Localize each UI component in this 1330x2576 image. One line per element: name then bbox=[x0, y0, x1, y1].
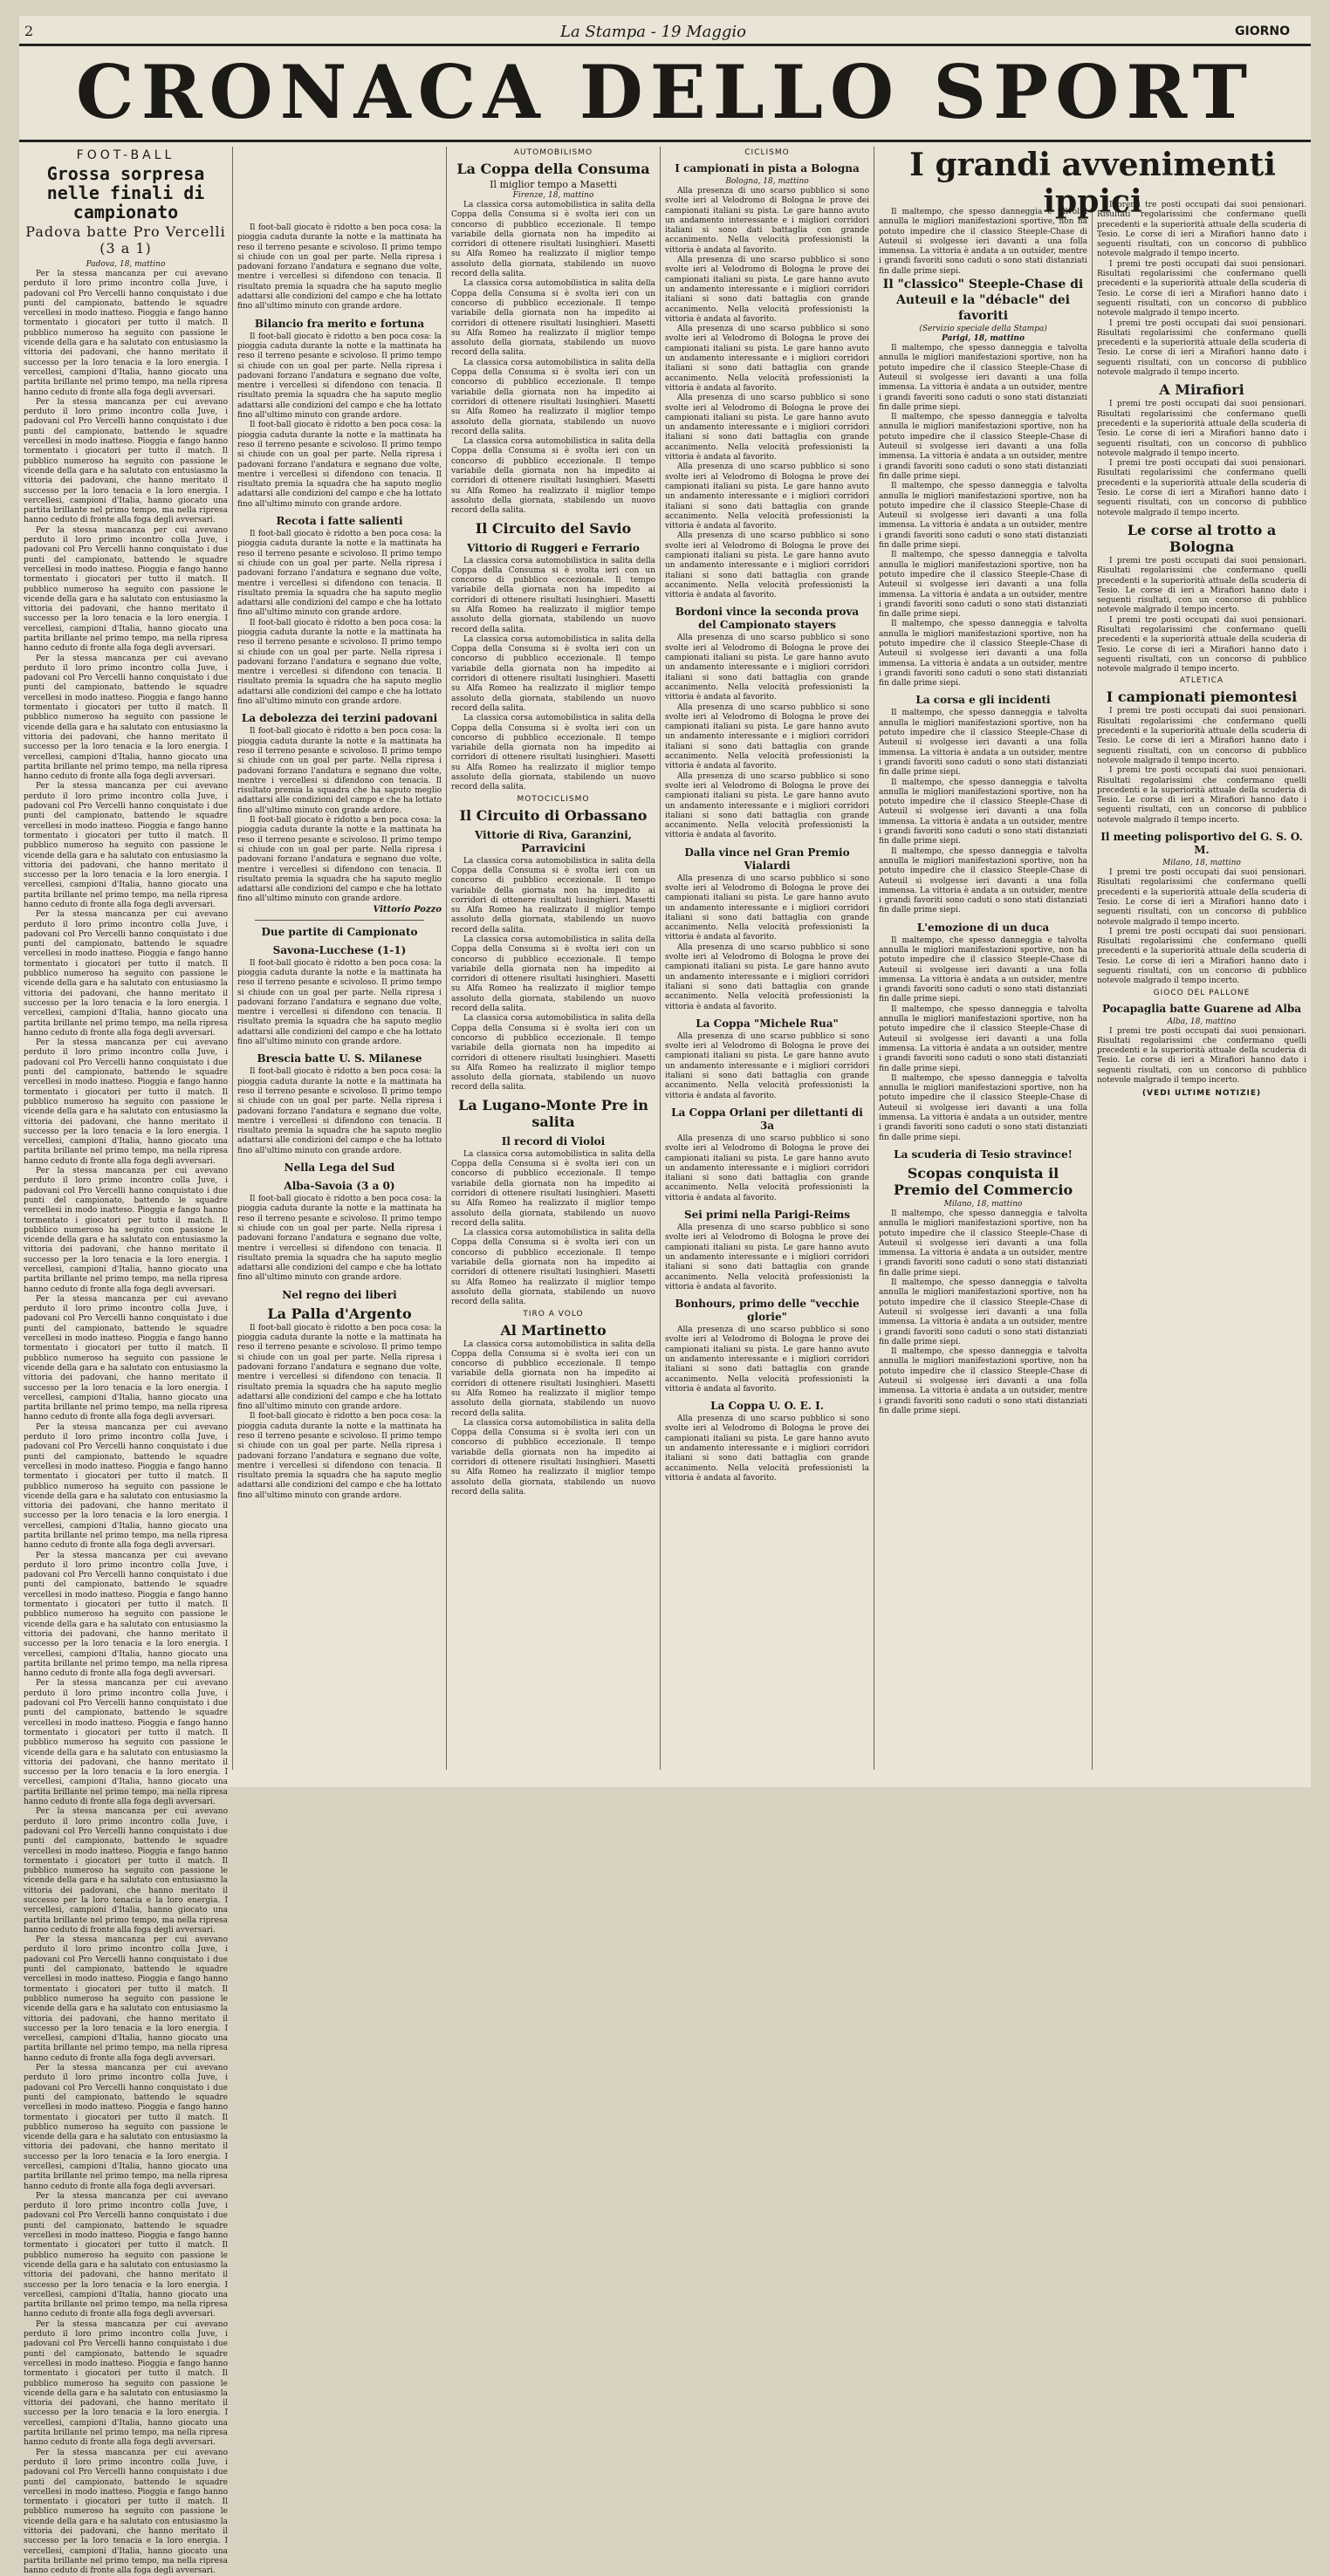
article-body: Alla presenza di uno scarso pubblico si sono svolte ieri al Velodromo di Bologna le prove dei campionati italiani su pista. Le gare hanno avuto un andamento interessante e i migliori corridori italiani si sono dati battaglia con grande accanimento. Nella velocità professionisti la vittoria è andata al favorito. bbox=[665, 1031, 869, 1100]
article-body: Il maltempo, che spesso danneggia e talvolta annulla le migliori manifestazioni sportive, non ha potuto impedire che il classico Steeple-Chase di Auteuil si svolgesse ieri davanti a una folla immensa. La vittoria è andata a un outsider, mentre i grandi favoriti sono caduti o sono stati distanziati fin dalle prime siepi. bbox=[879, 551, 1087, 620]
article-body: I premi tre posti occupati dai suoi pensionari. Risultati regolarissimi che confermano quelli precedenti e la superiorità attuale della scuderia di Tesio. Le corse di ieri a Mirafiori hanno dato i seguenti risultati, con un concorso di pubblico notevole malgrado il tempo incerto. bbox=[1097, 400, 1306, 458]
article-headline: Pocapaglia batte Guarene ad Alba bbox=[1101, 1002, 1302, 1015]
article-body: Alla presenza di uno scarso pubblico si sono svolte ieri al Velodromo di Bologna le prove dei campionati italiani su pista. Le gare hanno avuto un andamento interessante e i migliori corridori italiani si sono dati battaglia con grande accanimento. Nella velocità professionisti la vittoria è andata al favorito. bbox=[665, 771, 869, 840]
article-body: La classica corsa automobilistica in salita della Coppa della Consuma si è svolta ieri con un concorso di pubblico eccezionale. Il tempo variabile della giornata non ha impedito ai corridori di ottenere risultati lusinghieri. Masetti su Alfa Romeo ha realizzato il miglior tempo assoluto della giornata, stabilendo un nuovo record della salita. bbox=[451, 1339, 655, 1418]
article-dateline: Alba, 18, mattino bbox=[1167, 1017, 1237, 1026]
article-byline: Vittorio Pozzo bbox=[373, 904, 442, 915]
article-headline: Bordoni vince la seconda prova del Campionato stayers bbox=[675, 606, 860, 632]
article-headline: La Coppa Orlani per dilettanti di 3a bbox=[671, 1106, 863, 1132]
section-heading: La corsa e gli incidenti bbox=[915, 694, 1051, 707]
section-kicker: GIOCO DEL PALLONE bbox=[1153, 988, 1251, 997]
article-body-cont: Per la stessa mancanza per cui avevano perduto il loro primo incontro colla Juve, i padovani col Pro Vercelli hanno conquistato i due punti del campionato, battendo le squadre vercellesi in modo inatteso. Pioggia e fango hanno tormentato i giocatori per tutto il match. Il pubblico numeroso ha seguito con passione le vicende della gara e ha salutato con entusiasmo la vittoria dei padovani, che hanno meritato il successo per la loro tenacia e la loro energia. I vercellesi, campioni d'Italia, hanno giocato una partita brillante nel primo tempo, ma nella ripresa hanno ceduto di fronte alla foga degli avversari. bbox=[24, 654, 228, 782]
divider bbox=[255, 920, 424, 921]
article-body: Il foot-ball giocato è ridotto a ben poca cosa: la pioggia caduta durante la notte e la mattinata ha reso il terreno pesante e scivoloso. Il primo tempo si chiude con un goal per parte. Nella ripresa i padovani forzano l'andatura e segnano due volte, mentre i vercellesi si difendono con tenacia. Il risultato premia la squadra che ha saputo meglio adattarsi alle condizioni del campo e che ha lottato fino all'ultimo minuto con grande ardore. bbox=[237, 1067, 442, 1155]
column-results bbox=[1093, 147, 1311, 1770]
article-body: Il foot-ball giocato è ridotto a ben poca cosa: la pioggia caduta durante la notte e la mattinata ha reso il terreno pesante e scivoloso. Il primo tempo si chiude con un goal per parte. Nella ripresa i padovani forzano l'andatura e segnano due volte, mentre i vercellesi si difendono con tenacia. Il risultato premia la squadra che ha saputo meglio adattarsi alle condizioni del campo e che ha lottato fino all'ultimo minuto con grande ardore. bbox=[237, 618, 442, 707]
article-body: La classica corsa automobilistica in salita della Coppa della Consuma si è svolta ieri con un concorso di pubblico eccezionale. Il tempo variabile della giornata non ha impedito ai corridori di ottenere risultati lusinghieri. Masetti su Alfa Romeo ha realizzato il miglior tempo assoluto della giornata, stabilendo un nuovo record della salita. bbox=[451, 1229, 655, 1307]
article-body-cont: Per la stessa mancanza per cui avevano perduto il loro primo incontro colla Juve, i padovani col Pro Vercelli hanno conquistato i due punti del campionato, battendo le squadre vercellesi in modo inatteso. Pioggia e fango hanno tormentato i giocatori per tutto il match. Il pubblico numeroso ha seguito con passione le vicende della gara e ha salutato con entusiasmo la vittoria dei padovani, che hanno meritato il successo per la loro tenacia e la loro energia. I vercellesi, campioni d'Italia, hanno giocato una partita brillante nel primo tempo, ma nella ripresa hanno ceduto di fronte alla foga degli avversari. bbox=[24, 2064, 228, 2191]
article-body: I premi tre posti occupati dai suoi pensionari. Risultati regolarissimi che confermano quelli precedenti e la superiorità attuale della scuderia di Tesio. Le corse di ieri a Mirafiori hanno dato i seguenti risultati, con un concorso di pubblico notevole malgrado il tempo incerto. bbox=[1097, 615, 1306, 675]
article-headline: Il Circuito di Orbassano bbox=[459, 806, 648, 824]
column-motorsport bbox=[447, 147, 661, 1770]
article-subhead: Vittorie di Riva, Garanzini, Parravicini bbox=[475, 828, 632, 854]
article-body: Il maltempo, che spesso danneggia e talvolta annulla le migliori manifestazioni sportive, non ha potuto impedire che il classico Steeple-Chase di Auteuil si svolgesse ieri davanti a una folla immensa. La vittoria è andata a un outsider, mentre i grandi favoriti sono caduti o sono stati distanziati fin dalle prime siepi. bbox=[879, 620, 1087, 689]
section-heading: Bilancio fra merito e fortuna bbox=[254, 317, 425, 330]
article-body-cont: Per la stessa mancanza per cui avevano perduto il loro primo incontro colla Juve, i padovani col Pro Vercelli hanno conquistato i due punti del campionato, battendo le squadre vercellesi in modo inatteso. Pioggia e fango hanno tormentato i giocatori per tutto il match. Il pubblico numeroso ha seguito con passione le vicende della gara e ha salutato con entusiasmo la vittoria dei padovani, che hanno meritato il successo per la loro tenacia e la loro energia. I vercellesi, campioni d'Italia, hanno giocato una partita brillante nel primo tempo, ma nella ripresa hanno ceduto di fronte alla foga degli avversari. bbox=[24, 397, 228, 525]
article-headline: Bonhours, primo delle "vecchie glorie" bbox=[675, 1298, 860, 1324]
article-headline: Al Martinetto bbox=[500, 1321, 607, 1339]
article-body-cont: Per la stessa mancanza per cui avevano perduto il loro primo incontro colla Juve, i padovani col Pro Vercelli hanno conquistato i due punti del campionato, battendo le squadre vercellesi in modo inatteso. Pioggia e fango hanno tormentato i giocatori per tutto il match. Il pubblico numeroso ha seguito con passione le vicende della gara e ha salutato con entusiasmo la vittoria dei padovani, che hanno meritato il successo per la loro tenacia e la loro energia. I vercellesi, campioni d'Italia, hanno giocato una partita brillante nel primo tempo, ma nella ripresa hanno ceduto di fronte alla foga degli avversari. bbox=[24, 1167, 228, 1294]
article-headline-main: I grandi avvenimenti ippici bbox=[909, 147, 1276, 220]
section-kicker: AUTOMOBILISMO bbox=[513, 148, 593, 157]
article-body: La classica corsa automobilistica in salita della Coppa della Consuma si è svolta ieri con un concorso di pubblico eccezionale. Il tempo variabile della giornata non ha impedito ai corridori di ottenere risultati lusinghieri. Masetti su Alfa Romeo ha realizzato il miglior tempo assoluto della giornata, stabilendo un nuovo record della salita. bbox=[451, 1014, 655, 1093]
article-headline: A Mirafiori bbox=[1159, 381, 1244, 399]
article-body: Alla presenza di uno scarso pubblico si sono svolte ieri al Velodromo di Bologna le prove dei campionati italiani su pista. Le gare hanno avuto un andamento interessante e i migliori corridori italiani si sono dati battaglia con grande accanimento. Nella velocità professionisti la vittoria è andata al favorito. bbox=[665, 874, 869, 942]
section-kicker: TIRO A VOLO bbox=[523, 1309, 584, 1319]
article-body: Il maltempo, che spesso danneggia e talvolta annulla le migliori manifestazioni sportive, non ha potuto impedire che il classico Steeple-Chase di Auteuil si svolgesse ieri davanti a una folla immensa. La vittoria è andata a un outsider, mentre i grandi favoriti sono caduti o sono stati distanziati fin dalle prime siepi. bbox=[879, 1209, 1087, 1278]
article-headline: La Lugano-Monte Pre in salita bbox=[458, 1096, 648, 1130]
article-body: Alla presenza di uno scarso pubblico si sono svolte ieri al Velodromo di Bologna le prove dei campionati italiani su pista. Le gare hanno avuto un andamento interessante e i migliori corridori italiani si sono dati battaglia con grande accanimento. Nella velocità professionisti la vittoria è andata al favorito. bbox=[665, 531, 869, 600]
article-dateline: Firenze, 18, mattino bbox=[512, 191, 594, 200]
article-headline: Brescia batte U. S. Milanese bbox=[257, 1052, 422, 1065]
article-subhead: Il "classico" Steeple-Chase di Auteuil e la "débacle" dei favoriti bbox=[882, 277, 1084, 324]
article-body: Il maltempo, che spesso danneggia e talvolta annulla le migliori manifestazioni sportive, non ha potuto impedire che il classico Steeple-Chase di Auteuil si svolgesse ieri davanti a una folla immensa. La vittoria è andata a un outsider, mentre i grandi favoriti sono caduti o sono stati distanziati fin dalle prime siepi. bbox=[879, 413, 1087, 481]
column-cycling bbox=[661, 147, 874, 1770]
page-number: 2 bbox=[24, 23, 34, 39]
article-headline: Nella Lega del Sud bbox=[284, 1161, 395, 1175]
article-body: Il maltempo, che spesso danneggia e talvolta annulla le migliori manifestazioni sportive, non ha potuto impedire che il classico Steeple-Chase di Auteuil si svolgesse ieri davanti a una folla immensa. La vittoria è andata a un outsider, mentre i grandi favoriti sono caduti o sono stati distanziati fin dalle prime siepi. bbox=[879, 1278, 1087, 1346]
article-body: I premi tre posti occupati dai suoi pensionari. Risultati regolarissimi che confermano quelli precedenti e la superiorità attuale della scuderia di Tesio. Le corse di ieri a Mirafiori hanno dato i seguenti risultati, con un concorso di pubblico notevole malgrado il tempo incerto. bbox=[1097, 556, 1306, 615]
section-heading: L'emozione di un duca bbox=[916, 921, 1050, 934]
article-credit: (Servizio speciale della Stampa) bbox=[919, 325, 1047, 334]
article-body-cont: Per la stessa mancanza per cui avevano perduto il loro primo incontro colla Juve, i padovani col Pro Vercelli hanno conquistato i due punti del campionato, battendo le squadre vercellesi in modo inatteso. Pioggia e fango hanno tormentato i giocatori per tutto il match. Il pubblico numeroso ha seguito con passione le vicende della gara e ha salutato con entusiasmo la vittoria dei padovani, che hanno meritato il successo per la loro tenacia e la loro energia. I vercellesi, campioni d'Italia, hanno giocato una partita brillante nel primo tempo, ma nella ripresa hanno ceduto di fronte alla foga degli avversari. bbox=[24, 782, 228, 909]
article-body: Il foot-ball giocato è ridotto a ben poca cosa: la pioggia caduta durante la notte e la mattinata ha reso il terreno pesante e scivoloso. Il primo tempo si chiude con un goal per parte. Nella ripresa i padovani forzano l'andatura e segnano due volte, mentre i vercellesi si difendono con tenacia. Il risultato premia la squadra che ha saputo meglio adattarsi alle condizioni del campo e che ha lottato fino all'ultimo minuto con grande ardore. bbox=[237, 421, 442, 509]
article-dateline: Milano, 18, mattino bbox=[943, 1199, 1023, 1209]
article-dateline: Padova, 18, mattino bbox=[86, 260, 166, 269]
article-dateline: Milano, 18, mattino bbox=[1162, 859, 1241, 868]
article-body-cont: Per la stessa mancanza per cui avevano perduto il loro primo incontro colla Juve, i padovani col Pro Vercelli hanno conquistato i due punti del campionato, battendo le squadre vercellesi in modo inatteso. Pioggia e fango hanno tormentato i giocatori per tutto il match. Il pubblico numeroso ha seguito con passione le vicende della gara e ha salutato con entusiasmo la vittoria dei padovani, che hanno meritato il successo per la loro tenacia e la loro energia. I vercellesi, campioni d'Italia, hanno giocato una partita brillante nel primo tempo, ma nella ripresa hanno ceduto di fronte alla foga degli avversari. bbox=[24, 1679, 228, 1807]
section-kicker: MOTOCICLISMO bbox=[517, 794, 590, 804]
article-headline: Sei primi nella Parigi-Reims bbox=[683, 1209, 851, 1222]
article-body: I premi tre posti occupati dai suoi pensionari. Risultati regolarissimi che confermano quelli precedenti e la superiorità attuale della scuderia di Tesio. Le corse di ieri a Mirafiori hanno dato i seguenti risultati, con un concorso di pubblico notevole malgrado il tempo incerto. bbox=[1097, 766, 1306, 825]
section-kicker: ATLETICA bbox=[1179, 676, 1224, 686]
article-subhead: Savona-Lucchese (1-1) bbox=[272, 943, 407, 956]
article-body: Il maltempo, che spesso danneggia e talvolta annulla le migliori manifestazioni sportive, non ha potuto impedire che il classico Steeple-Chase di Auteuil si svolgesse ieri davanti a una folla immensa. La vittoria è andata a un outsider, mentre i grandi favoriti sono caduti o sono stati distanziati fin dalle prime siepi. bbox=[879, 709, 1087, 778]
edition-label: GIORNO bbox=[1235, 24, 1290, 38]
article-body: Il foot-ball giocato è ridotto a ben poca cosa: la pioggia caduta durante la notte e la mattinata ha reso il terreno pesante e scivoloso. Il primo tempo si chiude con un goal per parte. Nella ripresa i padovani forzano l'andatura e segnano due volte, mentre i vercellesi si difendono con tenacia. Il risultato premia la squadra che ha saputo meglio adattarsi alle condizioni del campo e che ha lottato fino all'ultimo minuto con grande ardore. bbox=[237, 1323, 442, 1412]
article-body: La classica corsa automobilistica in salita della Coppa della Consuma si è svolta ieri con un concorso di pubblico eccezionale. Il tempo variabile della giornata non ha impedito ai corridori di ottenere risultati lusinghieri. Masetti su Alfa Romeo ha realizzato il miglior tempo assoluto della giornata, stabilendo un nuovo record della salita. bbox=[451, 437, 655, 516]
article-subhead: Padova batte Pro Vercelli (3 a 1) bbox=[25, 223, 226, 257]
article-body: Il foot-ball giocato è ridotto a ben poca cosa: la pioggia caduta durante la notte e la mattinata ha reso il terreno pesante e scivoloso. Il primo tempo si chiude con un goal per parte. Nella ripresa i padovani forzano l'andatura e segnano due volte, mentre i vercellesi si difendono con tenacia. Il risultato premia la squadra che ha saputo meglio adattarsi alle condizioni del campo e che ha lottato fino all'ultimo minuto con grande ardore. bbox=[237, 530, 442, 618]
section-heading: La debolezza dei terzini padovani bbox=[241, 712, 438, 725]
article-body: I premi tre posti occupati dai suoi pensionari. Risultati regolarissimi che confermano quelli precedenti e la superiorità attuale della scuderia di Tesio. Le corse di ieri a Mirafiori hanno dato i seguenti risultati, con un concorso di pubblico notevole malgrado il tempo incerto. bbox=[1097, 927, 1306, 986]
article-headline: Due partite di Campionato bbox=[261, 925, 418, 938]
article-body: I premi tre posti occupati dai suoi pensionari. Risultati regolarissimi che confermano quelli precedenti e la superiorità attuale della scuderia di Tesio. Le corse di ieri a Mirafiori hanno dato i seguenti risultati, con un concorso di pubblico notevole malgrado il tempo incerto. bbox=[1097, 707, 1306, 765]
article-body: La classica corsa automobilistica in salita della Coppa della Consuma si è svolta ieri con un concorso di pubblico eccezionale. Il tempo variabile della giornata non ha impedito ai corridori di ottenere risultati lusinghieri. Masetti su Alfa Romeo ha realizzato il miglior tempo assoluto della giornata, stabilendo un nuovo record della salita. bbox=[451, 279, 655, 358]
article-body-cont: Per la stessa mancanza per cui avevano perduto il loro primo incontro colla Juve, i padovani col Pro Vercelli hanno conquistato i due punti del campionato, battendo le squadre vercellesi in modo inatteso. Pioggia e fango hanno tormentato i giocatori per tutto il match. Il pubblico numeroso ha seguito con passione le vicende della gara e ha salutato con entusiasmo la vittoria dei padovani, che hanno meritato il successo per la loro tenacia e la loro energia. I vercellesi, campioni d'Italia, hanno giocato una partita brillante nel primo tempo, ma nella ripresa hanno ceduto di fronte alla foga degli avversari. bbox=[24, 2448, 228, 2576]
article-body: Per la stessa mancanza per cui avevano perduto il loro primo incontro colla Juve, i padovani col Pro Vercelli hanno conquistato i due punti del campionato, battendo le squadre vercellesi in modo inatteso. Pioggia e fango hanno tormentato i giocatori per tutto il match. Il pubblico numeroso ha seguito con passione le vicende della gara e ha salutato con entusiasmo la vittoria dei padovani, che hanno meritato il successo per la loro tenacia e la loro energia. I vercellesi, campioni d'Italia, hanno giocato una partita brillante nel primo tempo, ma nella ripresa hanno ceduto di fronte alla foga degli avversari. bbox=[24, 270, 228, 397]
column-football bbox=[19, 147, 233, 2576]
article-body: Alla presenza di uno scarso pubblico si sono svolte ieri al Velodromo di Bologna le prove dei campionati italiani su pista. Le gare hanno avuto un andamento interessante e i migliori corridori italiani si sono dati battaglia con grande accanimento. Nella velocità professionisti la vittoria è andata al favorito. bbox=[665, 702, 869, 771]
article-body: I premi tre posti occupati dai suoi pensionari. Risultati regolarissimi che confermano quelli precedenti e la superiorità attuale della scuderia di Tesio. Le corse di ieri a Mirafiori hanno dato i seguenti risultati, con un concorso di pubblico notevole malgrado il tempo incerto. bbox=[1097, 259, 1306, 319]
article-body: Il maltempo, che spesso danneggia e talvolta annulla le migliori manifestazioni sportive, non ha potuto impedire che il classico Steeple-Chase di Auteuil si svolgesse ieri davanti a una folla immensa. La vittoria è andata a un outsider, mentre i grandi favoriti sono caduti o sono stati distanziati fin dalle prime siepi. bbox=[879, 1073, 1087, 1142]
article-body: Alla presenza di uno scarso pubblico si sono svolte ieri al Velodromo di Bologna le prove dei campionati italiani su pista. Le gare hanno avuto un andamento interessante e i migliori corridori italiani si sono dati battaglia con grande accanimento. Nella velocità professionisti la vittoria è andata al favorito. bbox=[665, 1134, 869, 1202]
article-body: I premi tre posti occupati dai suoi pensionari. Risultati regolarissimi che confermano quelli precedenti e la superiorità attuale della scuderia di Tesio. Le corse di ieri a Mirafiori hanno dato i seguenti risultati, con un concorso di pubblico notevole malgrado il tempo incerto. bbox=[1097, 1026, 1306, 1086]
article-body: La classica corsa automobilistica in salita della Coppa della Consuma si è svolta ieri con un concorso di pubblico eccezionale. Il tempo variabile della giornata non ha impedito ai corridori di ottenere risultati lusinghieri. Masetti su Alfa Romeo ha realizzato il miglior tempo assoluto della giornata, stabilendo un nuovo record della salita. bbox=[451, 634, 655, 713]
article-body: I premi tre posti occupati dai suoi pensionari. Risultati regolarissimi che confermano quelli precedenti e la superiorità attuale della scuderia di Tesio. Le corse di ieri a Mirafiori hanno dato i seguenti risultati, con un concorso di pubblico notevole malgrado il tempo incerto. bbox=[1097, 319, 1306, 378]
article-subhead: Il miglior tempo a Masetti bbox=[490, 179, 617, 190]
article-body: Il maltempo, che spesso danneggia e talvolta annulla le migliori manifestazioni sportive, non ha potuto impedire che il classico Steeple-Chase di Auteuil si svolgesse ieri davanti a una folla immensa. La vittoria è andata a un outsider, mentre i grandi favoriti sono caduti o sono stati distanziati fin dalle prime siepi. bbox=[879, 482, 1087, 551]
article-subhead: Vittorio di Ruggeri e Ferrario bbox=[467, 541, 640, 554]
article-body: Alla presenza di uno scarso pubblico si sono svolte ieri al Velodromo di Bologna le prove dei campionati italiani su pista. Le gare hanno avuto un andamento interessante e i migliori corridori italiani si sono dati battaglia con grande accanimento. Nella velocità professionisti la vittoria è andata al favorito. bbox=[665, 256, 869, 324]
article-headline: Scopas conquista il Premio del Commercio bbox=[893, 1164, 1073, 1198]
article-body-cont: Per la stessa mancanza per cui avevano perduto il loro primo incontro colla Juve, i padovani col Pro Vercelli hanno conquistato i due punti del campionato, battendo le squadre vercellesi in modo inatteso. Pioggia e fango hanno tormentato i giocatori per tutto il match. Il pubblico numeroso ha seguito con passione le vicende della gara e ha salutato con entusiasmo la vittoria dei padovani, che hanno meritato il successo per la loro tenacia e la loro energia. I vercellesi, campioni d'Italia, hanno giocato una partita brillante nel primo tempo, ma nella ripresa hanno ceduto di fronte alla foga degli avversari. bbox=[24, 2319, 228, 2448]
article-subhead: La Palla d'Argento bbox=[267, 1305, 412, 1322]
article-body-cont: Per la stessa mancanza per cui avevano perduto il loro primo incontro colla Juve, i padovani col Pro Vercelli hanno conquistato i due punti del campionato, battendo le squadre vercellesi in modo inatteso. Pioggia e fango hanno tormentato i giocatori per tutto il match. Il pubblico numeroso ha seguito con passione le vicende della gara e ha salutato con entusiasmo la vittoria dei padovani, che hanno meritato il successo per la loro tenacia e la loro energia. I vercellesi, campioni d'Italia, hanno giocato una partita brillante nel primo tempo, ma nella ripresa hanno ceduto di fronte alla foga degli avversari. bbox=[24, 525, 228, 654]
article-body: Alla presenza di uno scarso pubblico si sono svolte ieri al Velodromo di Bologna le prove dei campionati italiani su pista. Le gare hanno avuto un andamento interessante e i migliori corridori italiani si sono dati battaglia con grande accanimento. Nella velocità professionisti la vittoria è andata al favorito. bbox=[665, 462, 869, 531]
article-headline: Nel regno dei liberi bbox=[282, 1288, 397, 1301]
article-body: Il foot-ball giocato è ridotto a ben poca cosa: la pioggia caduta durante la notte e la mattinata ha reso il terreno pesante e scivoloso. Il primo tempo si chiude con un goal per parte. Nella ripresa i padovani forzano l'andatura e segnano due volte, mentre i vercellesi si difendono con tenacia. Il risultato premia la squadra che ha saputo meglio adattarsi alle condizioni del campo e che ha lottato fino all'ultimo minuto con grande ardore. bbox=[237, 816, 442, 904]
article-headline: La Coppa U. O. E. I. bbox=[710, 1400, 824, 1413]
page-dateline: La Stampa - 19 Maggio bbox=[560, 23, 746, 41]
article-headline: Dalla vince nel Gran Premio Vialardi bbox=[684, 846, 850, 872]
article-headline: La scuderia di Tesio stravince! bbox=[894, 1148, 1073, 1161]
article-headline: Il meeting polisportivo del G. S. O. M. bbox=[1100, 831, 1303, 857]
article-body-cont: Per la stessa mancanza per cui avevano perduto il loro primo incontro colla Juve, i padovani col Pro Vercelli hanno conquistato i due punti del campionato, battendo le squadre vercellesi in modo inatteso. Pioggia e fango hanno tormentato i giocatori per tutto il match. Il pubblico numeroso ha seguito con passione le vicende della gara e ha salutato con entusiasmo la vittoria dei padovani, che hanno meritato il successo per la loro tenacia e la loro energia. I vercellesi, campioni d'Italia, hanno giocato una partita brillante nel primo tempo, ma nella ripresa hanno ceduto di fronte alla foga degli avversari. bbox=[24, 1038, 228, 1166]
article-body: Il foot-ball giocato è ridotto a ben poca cosa: la pioggia caduta durante la notte e la mattinata ha reso il terreno pesante e scivoloso. Il primo tempo si chiude con un goal per parte. Nella ripresa i padovani forzano l'andatura e segnano due volte, mentre i vercellesi si difendono con tenacia. Il risultato premia la squadra che ha saputo meglio adattarsi alle condizioni del campo e che ha lottato fino all'ultimo minuto con grande ardore. bbox=[237, 223, 442, 312]
article-body-cont: Per la stessa mancanza per cui avevano perduto il loro primo incontro colla Juve, i padovani col Pro Vercelli hanno conquistato i due punti del campionato, battendo le squadre vercellesi in modo inatteso. Pioggia e fango hanno tormentato i giocatori per tutto il match. Il pubblico numeroso ha seguito con passione le vicende della gara e ha salutato con entusiasmo la vittoria dei padovani, che hanno meritato il successo per la loro tenacia e la loro energia. I vercellesi, campioni d'Italia, hanno giocato una partita brillante nel primo tempo, ma nella ripresa hanno ceduto di fronte alla foga degli avversari. bbox=[24, 910, 228, 1038]
article-headline: I campionati piemontesi bbox=[1106, 689, 1298, 706]
article-body: Il maltempo, che spesso danneggia e talvolta annulla le migliori manifestazioni sportive, non ha potuto impedire che il classico Steeple-Chase di Auteuil si svolgesse ieri davanti a una folla immensa. La vittoria è andata a un outsider, mentre i grandi favoriti sono caduti o sono stati distanziati fin dalle prime siepi. bbox=[879, 344, 1087, 412]
footer-note: (VEDI ULTIME NOTIZIE) bbox=[1141, 1089, 1262, 1099]
article-body: I premi tre posti occupati dai suoi pensionari. Risultati regolarissimi che confermano quelli precedenti e la superiorità attuale della scuderia di Tesio. Le corse di ieri a Mirafiori hanno dato i seguenti risultati, con un concorso di pubblico notevole malgrado il tempo incerto. bbox=[1097, 459, 1306, 517]
article-subhead: Il record di Violoi bbox=[501, 1134, 606, 1148]
article-body: La classica corsa automobilistica in salita della Coppa della Consuma si è svolta ieri con un concorso di pubblico eccezionale. Il tempo variabile della giornata non ha impedito ai corridori di ottenere risultati lusinghieri. Masetti su Alfa Romeo ha realizzato il miglior tempo assoluto della giornata, stabilendo un nuovo record della salita. bbox=[451, 714, 655, 792]
article-body: La classica corsa automobilistica in salita della Coppa della Consuma si è svolta ieri con un concorso di pubblico eccezionale. Il tempo variabile della giornata non ha impedito ai corridori di ottenere risultati lusinghieri. Masetti su Alfa Romeo ha realizzato il miglior tempo assoluto della giornata, stabilendo un nuovo record della salita. bbox=[451, 856, 655, 935]
article-body: La classica corsa automobilistica in salita della Coppa della Consuma si è svolta ieri con un concorso di pubblico eccezionale. Il tempo variabile della giornata non ha impedito ai corridori di ottenere risultati lusinghieri. Masetti su Alfa Romeo ha realizzato il miglior tempo assoluto della giornata, stabilendo un nuovo record della salita. bbox=[451, 201, 655, 279]
article-body: Il maltempo, che spesso danneggia e talvolta annulla le migliori manifestazioni sportive, non ha potuto impedire che il classico Steeple-Chase di Auteuil si svolgesse ieri davanti a una folla immensa. La vittoria è andata a un outsider, mentre i grandi favoriti sono caduti o sono stati distanziati fin dalle prime siepi. bbox=[879, 1004, 1087, 1073]
masthead-title: CRONACA DELLO SPORT bbox=[75, 49, 1255, 135]
page-header-line bbox=[19, 21, 1311, 46]
article-body: La classica corsa automobilistica in salita della Coppa della Consuma si è svolta ieri con un concorso di pubblico eccezionale. Il tempo variabile della giornata non ha impedito ai corridori di ottenere risultati lusinghieri. Masetti su Alfa Romeo ha realizzato il miglior tempo assoluto della giornata, stabilendo un nuovo record della salita. bbox=[451, 556, 655, 634]
article-subhead: Alba-Savoia (3 a 0) bbox=[284, 1180, 395, 1193]
article-headline: Il Circuito del Savio bbox=[475, 519, 632, 537]
section-heading: Recota i fatte salienti bbox=[276, 515, 403, 528]
masthead-rule bbox=[19, 140, 1311, 142]
article-body: Il maltempo, che spesso danneggia e talvolta annulla le migliori manifestazioni sportive, non ha potuto impedire che il classico Steeple-Chase di Auteuil si svolgesse ieri davanti a una folla immensa. La vittoria è andata a un outsider, mentre i grandi favoriti sono caduti o sono stati distanziati fin dalle prime siepi. bbox=[879, 935, 1087, 1004]
article-dateline: Bologna, 18, mattino bbox=[725, 177, 809, 186]
article-body: Il foot-ball giocato è ridotto a ben poca cosa: la pioggia caduta durante la notte e la mattinata ha reso il terreno pesante e scivoloso. Il primo tempo si chiude con un goal per parte. Nella ripresa i padovani forzano l'andatura e segnano due volte, mentre i vercellesi si difendono con tenacia. Il risultato premia la squadra che ha saputo meglio adattarsi alle condizioni del campo e che ha lottato fino all'ultimo minuto con grande ardore. bbox=[237, 1412, 442, 1500]
article-body: Il foot-ball giocato è ridotto a ben poca cosa: la pioggia caduta durante la notte e la mattinata ha reso il terreno pesante e scivoloso. Il primo tempo si chiude con un goal per parte. Nella ripresa i padovani forzano l'andatura e segnano due volte, mentre i vercellesi si difendono con tenacia. Il risultato premia la squadra che ha saputo meglio adattarsi alle condizioni del campo e che ha lottato fino all'ultimo minuto con grande ardore. bbox=[237, 958, 442, 1047]
article-body: La classica corsa automobilistica in salita della Coppa della Consuma si è svolta ieri con un concorso di pubblico eccezionale. Il tempo variabile della giornata non ha impedito ai corridori di ottenere risultati lusinghieri. Masetti su Alfa Romeo ha realizzato il miglior tempo assoluto della giornata, stabilendo un nuovo record della salita. bbox=[451, 358, 655, 436]
article-headline: Le corse al trotto a Bologna bbox=[1127, 521, 1277, 555]
article-body: Il maltempo, che spesso danneggia e talvolta annulla le migliori manifestazioni sportive, non ha potuto impedire che il classico Steeple-Chase di Auteuil si svolgesse ieri davanti a una folla immensa. La vittoria è andata a un outsider, mentre i grandi favoriti sono caduti o sono stati distanziati fin dalle prime siepi. bbox=[879, 1347, 1087, 1415]
article-body-cont: Per la stessa mancanza per cui avevano perduto il loro primo incontro colla Juve, i padovani col Pro Vercelli hanno conquistato i due punti del campionato, battendo le squadre vercellesi in modo inatteso. Pioggia e fango hanno tormentato i giocatori per tutto il match. Il pubblico numeroso ha seguito con passione le vicende della gara e ha salutato con entusiasmo la vittoria dei padovani, che hanno meritato il successo per la loro tenacia e la loro energia. I vercellesi, campioni d'Italia, hanno giocato una partita brillante nel primo tempo, ma nella ripresa hanno ceduto di fronte alla foga degli avversari. bbox=[24, 1935, 228, 2063]
article-body: Alla presenza di uno scarso pubblico si sono svolte ieri al Velodromo di Bologna le prove dei campionati italiani su pista. Le gare hanno avuto un andamento interessante e i migliori corridori italiani si sono dati battaglia con grande accanimento. Nella velocità professionisti la vittoria è andata al favorito. bbox=[665, 394, 869, 462]
article-headline: La Coppa "Michele Rua" bbox=[696, 1017, 839, 1030]
article-headline: Grossa sorpresa nelle finali di campionato bbox=[46, 163, 205, 223]
column-horse-racing bbox=[874, 147, 1093, 1770]
article-body-cont: Per la stessa mancanza per cui avevano perduto il loro primo incontro colla Juve, i padovani col Pro Vercelli hanno conquistato i due punti del campionato, battendo le squadre vercellesi in modo inatteso. Pioggia e fango hanno tormentato i giocatori per tutto il match. Il pubblico numeroso ha seguito con passione le vicende della gara e ha salutato con entusiasmo la vittoria dei padovani, che hanno meritato il successo per la loro tenacia e la loro energia. I vercellesi, campioni d'Italia, hanno giocato una partita brillante nel primo tempo, ma nella ripresa hanno ceduto di fronte alla foga degli avversari. bbox=[24, 1294, 228, 1422]
article-body: Il foot-ball giocato è ridotto a ben poca cosa: la pioggia caduta durante la notte e la mattinata ha reso il terreno pesante e scivoloso. Il primo tempo si chiude con un goal per parte. Nella ripresa i padovani forzano l'andatura e segnano due volte, mentre i vercellesi si difendono con tenacia. Il risultato premia la squadra che ha saputo meglio adattarsi alle condizioni del campo e che ha lottato fino all'ultimo minuto con grande ardore. bbox=[237, 1195, 442, 1283]
article-body: Il foot-ball giocato è ridotto a ben poca cosa: la pioggia caduta durante la notte e la mattinata ha reso il terreno pesante e scivoloso. Il primo tempo si chiude con un goal per parte. Nella ripresa i padovani forzano l'andatura e segnano due volte, mentre i vercellesi si difendono con tenacia. Il risultato premia la squadra che ha saputo meglio adattarsi alle condizioni del campo e che ha lottato fino all'ultimo minuto con grande ardore. bbox=[237, 332, 442, 421]
article-body: I premi tre posti occupati dai suoi pensionari. Risultati regolarissimi che confermano quelli precedenti e la superiorità attuale della scuderia di Tesio. Le corse di ieri a Mirafiori hanno dato i seguenti risultati, con un concorso di pubblico notevole malgrado il tempo incerto. bbox=[1097, 201, 1306, 259]
article-body: Il foot-ball giocato è ridotto a ben poca cosa: la pioggia caduta durante la notte e la mattinata ha reso il terreno pesante e scivoloso. Il primo tempo si chiude con un goal per parte. Nella ripresa i padovani forzano l'andatura e segnano due volte, mentre i vercellesi si difendono con tenacia. Il risultato premia la squadra che ha saputo meglio adattarsi alle condizioni del campo e che ha lottato fino all'ultimo minuto con grande ardore. bbox=[237, 727, 442, 815]
article-body: I premi tre posti occupati dai suoi pensionari. Risultati regolarissimi che confermano quelli precedenti e la superiorità attuale della scuderia di Tesio. Le corse di ieri a Mirafiori hanno dato i seguenti risultati, con un concorso di pubblico notevole malgrado il tempo incerto. bbox=[1097, 868, 1306, 927]
article-body: La classica corsa automobilistica in salita della Coppa della Consuma si è svolta ieri con un concorso di pubblico eccezionale. Il tempo variabile della giornata non ha impedito ai corridori di ottenere risultati lusinghieri. Masetti su Alfa Romeo ha realizzato il miglior tempo assoluto della giornata, stabilendo un nuovo record della salita. bbox=[451, 935, 655, 1014]
article-body: La classica corsa automobilistica in salita della Coppa della Consuma si è svolta ieri con un concorso di pubblico eccezionale. Il tempo variabile della giornata non ha impedito ai corridori di ottenere risultati lusinghieri. Masetti su Alfa Romeo ha realizzato il miglior tempo assoluto della giornata, stabilendo un nuovo record della salita. bbox=[451, 1149, 655, 1228]
column-football-cont bbox=[233, 147, 447, 1770]
article-body: Alla presenza di uno scarso pubblico si sono svolte ieri al Velodromo di Bologna le prove dei campionati italiani su pista. Le gare hanno avuto un andamento interessante e i migliori corridori italiani si sono dati battaglia con grande accanimento. Nella velocità professionisti la vittoria è andata al favorito. bbox=[665, 1326, 869, 1394]
article-body: Il maltempo, che spesso danneggia e talvolta annulla le migliori manifestazioni sportive, non ha potuto impedire che il classico Steeple-Chase di Auteuil si svolgesse ieri davanti a una folla immensa. La vittoria è andata a un outsider, mentre i grandi favoriti sono caduti o sono stati distanziati fin dalle prime siepi. bbox=[879, 778, 1087, 846]
newspaper-page bbox=[19, 16, 1311, 2576]
article-body: Il maltempo, che spesso danneggia e talvolta annulla le migliori manifestazioni sportive, non ha potuto impedire che il classico Steeple-Chase di Auteuil si svolgesse ieri davanti a una folla immensa. La vittoria è andata a un outsider, mentre i grandi favoriti sono caduti o sono stati distanziati fin dalle prime siepi. bbox=[879, 846, 1087, 915]
article-body: Il maltempo, che spesso danneggia e talvolta annulla le migliori manifestazioni sportive, non ha potuto impedire che il classico Steeple-Chase di Auteuil si svolgesse ieri davanti a una folla immensa. La vittoria è andata a un outsider, mentre i grandi favoriti sono caduti o sono stati distanziati fin dalle prime siepi. bbox=[879, 208, 1087, 276]
article-body-cont: Per la stessa mancanza per cui avevano perduto il loro primo incontro colla Juve, i padovani col Pro Vercelli hanno conquistato i due punti del campionato, battendo le squadre vercellesi in modo inatteso. Pioggia e fango hanno tormentato i giocatori per tutto il match. Il pubblico numeroso ha seguito con passione le vicende della gara e ha salutato con entusiasmo la vittoria dei padovani, che hanno meritato il successo per la loro tenacia e la loro energia. I vercellesi, campioni d'Italia, hanno giocato una partita brillante nel primo tempo, ma nella ripresa hanno ceduto di fronte alla foga degli avversari. bbox=[24, 1551, 228, 1679]
article-body: Alla presenza di uno scarso pubblico si sono svolte ieri al Velodromo di Bologna le prove dei campionati italiani su pista. Le gare hanno avuto un andamento interessante e i migliori corridori italiani si sono dati battaglia con grande accanimento. Nella velocità professionisti la vittoria è andata al favorito. bbox=[665, 1223, 869, 1291]
article-body: Alla presenza di uno scarso pubblico si sono svolte ieri al Velodromo di Bologna le prove dei campionati italiani su pista. Le gare hanno avuto un andamento interessante e i migliori corridori italiani si sono dati battaglia con grande accanimento. Nella velocità professionisti la vittoria è andata al favorito. bbox=[665, 942, 869, 1011]
article-headline: I campionati in pista a Bologna bbox=[675, 162, 860, 175]
article-headline: La Coppa della Consuma bbox=[456, 161, 650, 177]
article-body-cont: Per la stessa mancanza per cui avevano perduto il loro primo incontro colla Juve, i padovani col Pro Vercelli hanno conquistato i due punti del campionato, battendo le squadre vercellesi in modo inatteso. Pioggia e fango hanno tormentato i giocatori per tutto il match. Il pubblico numeroso ha seguito con passione le vicende della gara e ha salutato con entusiasmo la vittoria dei padovani, che hanno meritato il successo per la loro tenacia e la loro energia. I vercellesi, campioni d'Italia, hanno giocato una partita brillante nel primo tempo, ma nella ripresa hanno ceduto di fronte alla foga degli avversari. bbox=[24, 1807, 228, 1935]
article-body: Alla presenza di uno scarso pubblico si sono svolte ieri al Velodromo di Bologna le prove dei campionati italiani su pista. Le gare hanno avuto un andamento interessante e i migliori corridori italiani si sono dati battaglia con grande accanimento. Nella velocità professionisti la vittoria è andata al favorito. bbox=[665, 187, 869, 255]
article-body-cont: Per la stessa mancanza per cui avevano perduto il loro primo incontro colla Juve, i padovani col Pro Vercelli hanno conquistato i due punti del campionato, battendo le squadre vercellesi in modo inatteso. Pioggia e fango hanno tormentato i giocatori per tutto il match. Il pubblico numeroso ha seguito con passione le vicende della gara e ha salutato con entusiasmo la vittoria dei padovani, che hanno meritato il successo per la loro tenacia e la loro energia. I vercellesi, campioni d'Italia, hanno giocato una partita brillante nel primo tempo, ma nella ripresa hanno ceduto di fronte alla foga degli avversari. bbox=[24, 2191, 228, 2319]
article-body: Alla presenza di uno scarso pubblico si sono svolte ieri al Velodromo di Bologna le prove dei campionati italiani su pista. Le gare hanno avuto un andamento interessante e i migliori corridori italiani si sono dati battaglia con grande accanimento. Nella velocità professionisti la vittoria è andata al favorito. bbox=[665, 1415, 869, 1483]
article-body: Alla presenza di uno scarso pubblico si sono svolte ieri al Velodromo di Bologna le prove dei campionati italiani su pista. Le gare hanno avuto un andamento interessante e i migliori corridori italiani si sono dati battaglia con grande accanimento. Nella velocità professionisti la vittoria è andata al favorito. bbox=[665, 325, 869, 393]
article-body: Alla presenza di uno scarso pubblico si sono svolte ieri al Velodromo di Bologna le prove dei campionati italiani su pista. Le gare hanno avuto un andamento interessante e i migliori corridori italiani si sono dati battaglia con grande accanimento. Nella velocità professionisti la vittoria è andata al favorito. bbox=[665, 634, 869, 702]
section-kicker: CICLISMO bbox=[744, 148, 790, 157]
section-kicker: FOOT-BALL bbox=[76, 148, 175, 162]
article-body-cont: Per la stessa mancanza per cui avevano perduto il loro primo incontro colla Juve, i padovani col Pro Vercelli hanno conquistato i due punti del campionato, battendo le squadre vercellesi in modo inatteso. Pioggia e fango hanno tormentato i giocatori per tutto il match. Il pubblico numeroso ha seguito con passione le vicende della gara e ha salutato con entusiasmo la vittoria dei padovani, che hanno meritato il successo per la loro tenacia e la loro energia. I vercellesi, campioni d'Italia, hanno giocato una partita brillante nel primo tempo, ma nella ripresa hanno ceduto di fronte alla foga degli avversari. bbox=[24, 1422, 228, 1551]
article-dateline: Parigi, 18, mattino bbox=[942, 334, 1025, 344]
article-body: La classica corsa automobilistica in salita della Coppa della Consuma si è svolta ieri con un concorso di pubblico eccezionale. Il tempo variabile della giornata non ha impedito ai corridori di ottenere risultati lusinghieri. Masetti su Alfa Romeo ha realizzato il miglior tempo assoluto della giornata, stabilendo un nuovo record della salita. bbox=[451, 1418, 655, 1497]
